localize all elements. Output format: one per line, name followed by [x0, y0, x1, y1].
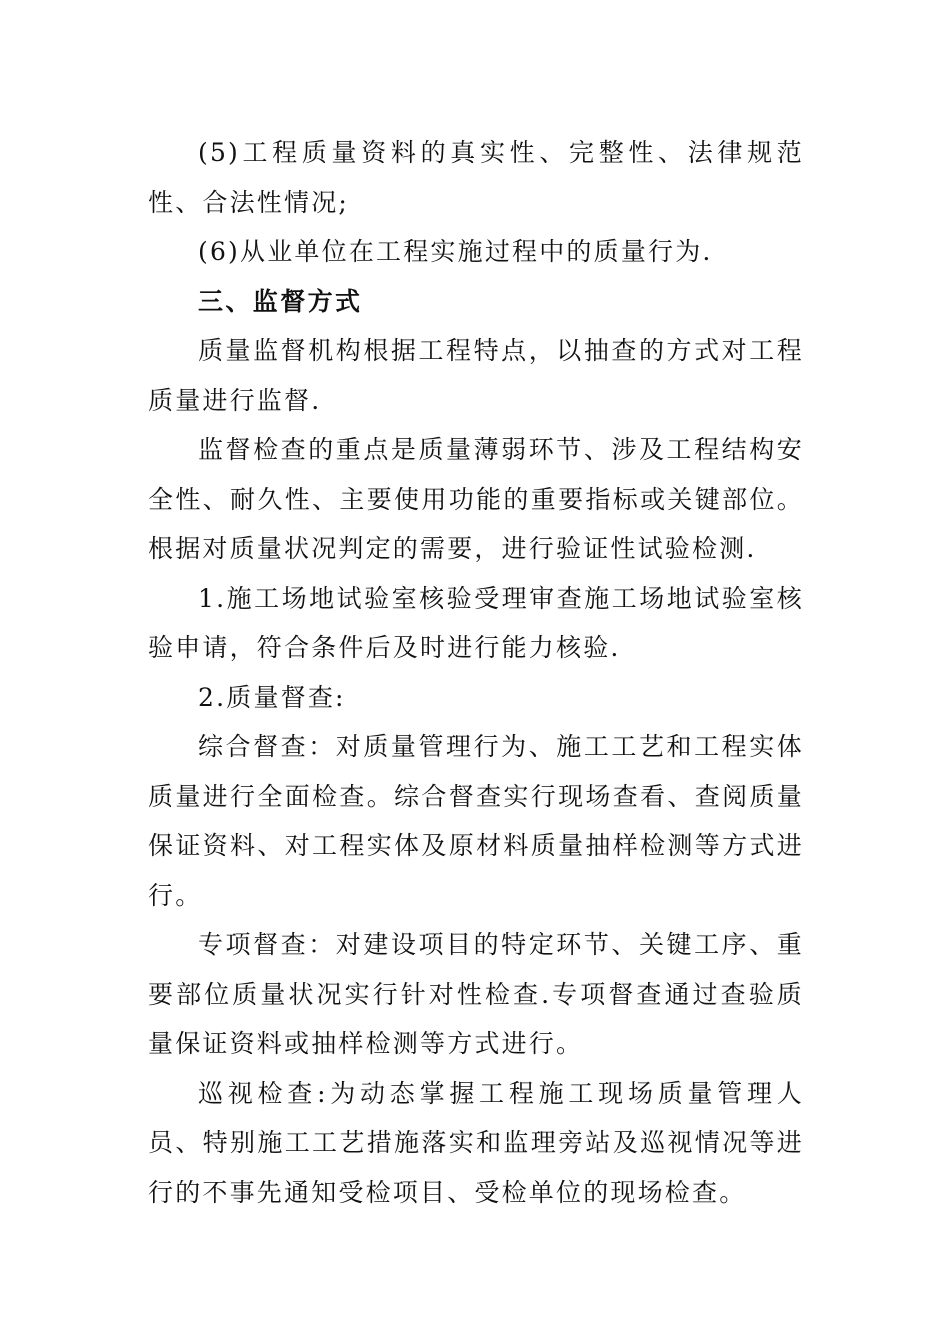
document-body	[148, 128, 804, 1217]
paragraph-special-inspection: 专项督查：对建设项目的特定环节、关键工序、重要部位质量状况实行针对性检查.专项督查通过查验质量保证资料或抽样检测等方式进行。	[148, 930, 804, 1058]
paragraph-inspection-focus: 监督检查的重点是质量薄弱环节、涉及工程结构安全性、耐久性、主要使用功能的重要指标或关键部位。根据对质量状况判定的需要，进行验证性试验检测.	[148, 435, 804, 563]
paragraph-supervision-approach: 质量监督机构根据工程特点，以抽查的方式对工程质量进行监督.	[148, 336, 804, 415]
paragraph-patrol-inspection: 巡视检查:为动态掌握工程施工现场质量管理人员、特别施工工艺措施落实和监理旁站及巡视情况等进行的不事先通知受检项目、受检单位的现场检查。	[148, 1078, 804, 1207]
paragraph-item-5: (5)工程质量资料的真实性、完整性、法律规范性、合法性情况;	[148, 138, 804, 217]
paragraph-quality-inspection-title: 2.质量督查:	[198, 682, 346, 712]
paragraph-item-6: (6)从业单位在工程实施过程中的质量行为.	[198, 237, 713, 266]
paragraph-lab-verification: 1.施工场地试验室核验受理审查施工场地试验室核验申请，符合条件后及时进行能力核验.	[148, 583, 804, 662]
paragraph-comprehensive-inspection: 综合督查：对质量管理行为、施工工艺和工程实体质量进行全面检查。综合督查实行现场查看、查阅质量保证资料、对工程实体及原材料质量抽样检测等方式进行。	[148, 732, 804, 910]
section-heading-supervision-method: 三、监督方式	[198, 286, 363, 316]
